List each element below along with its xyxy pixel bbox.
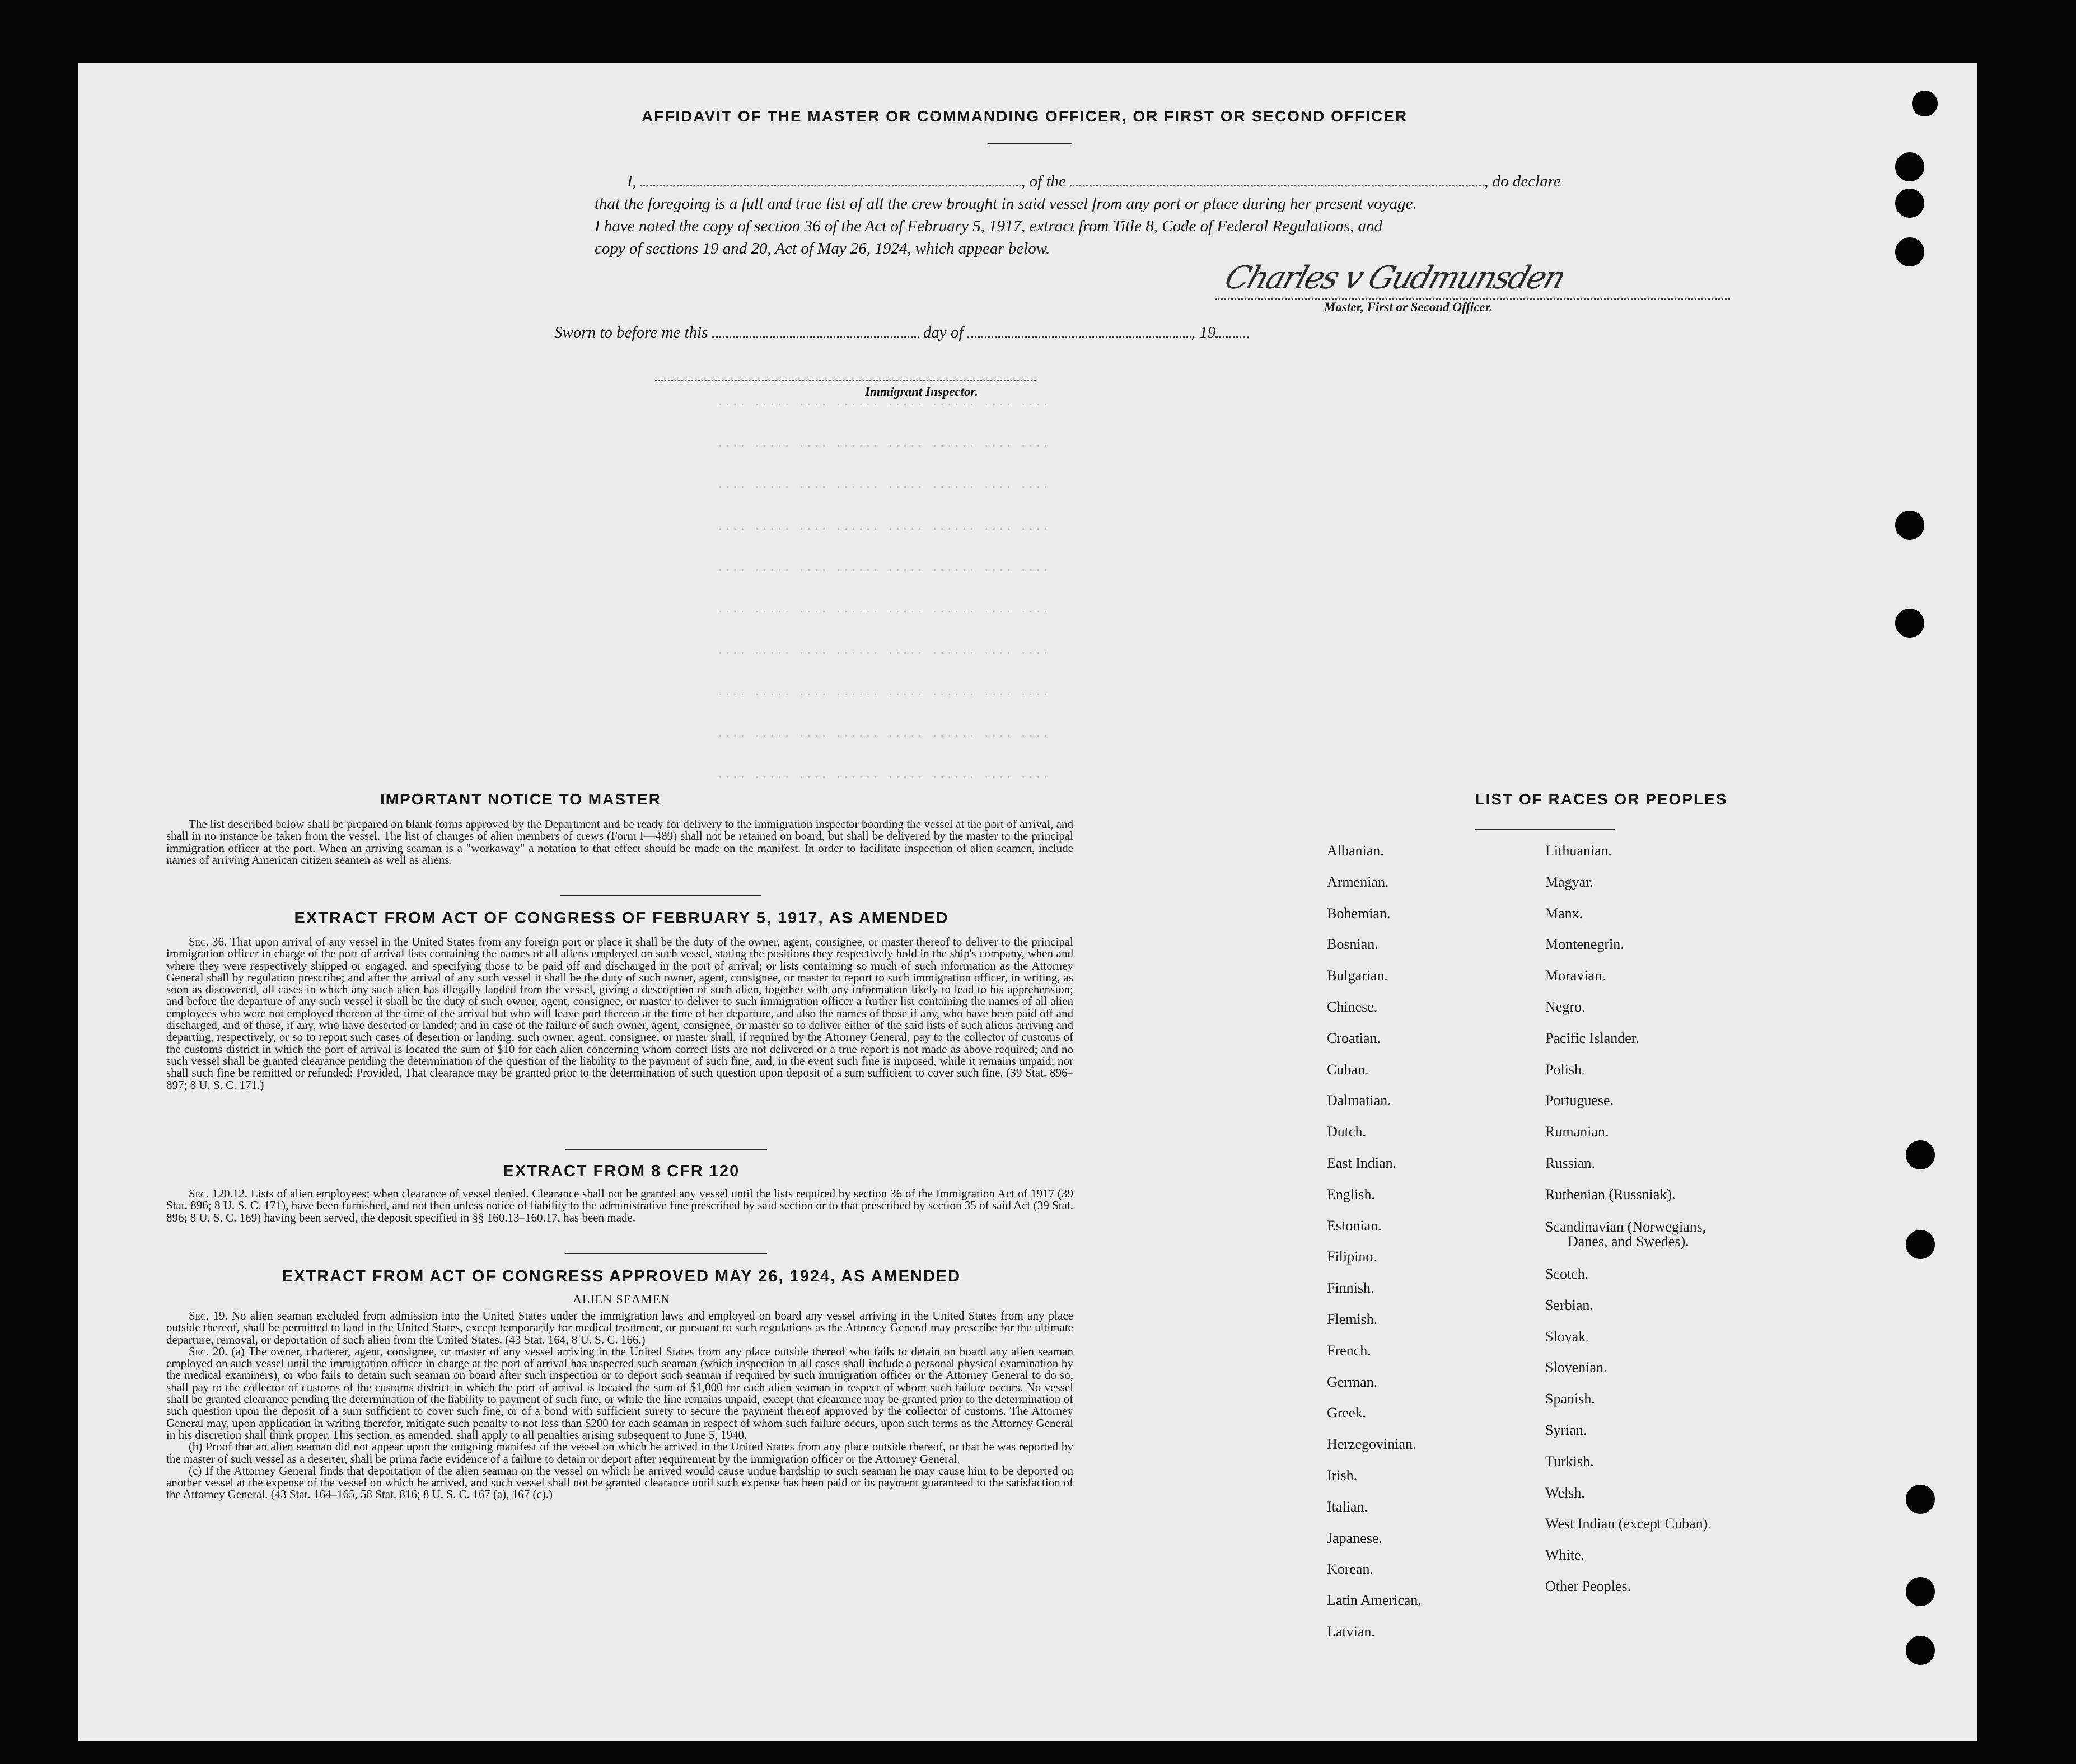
signature: Charles v Gudmunsden (1220, 260, 1569, 296)
race-item: Montenegrin. (1545, 936, 1624, 952)
affidavit-line-2: that the foregoing is a full and true list of all the crew brought in said vessel from any port or place during her present voyage. (595, 195, 1417, 213)
extract-1917-divider (565, 1149, 767, 1150)
section-20b-body: (b) Proof that an alien seaman did not appear upon the outgoing manifest of the vessel on which he arrived in the United States from any place outside thereof, or that he was reported by the master of such vessel as a deserter, shall be prima facie evidence of a failure to detain or deport after requirement by the immigration officer or the Attorney General. (166, 1440, 1073, 1466)
punch-hole (1906, 1140, 1935, 1169)
punch-hole (1906, 1636, 1935, 1665)
year-prefix: , 19 (1191, 324, 1216, 341)
i-label: I, (627, 172, 637, 190)
race-item: Pacific Islander. (1545, 1030, 1639, 1046)
race-item: Moravian. (1545, 967, 1606, 984)
race-item: Armenian. (1327, 874, 1389, 890)
year-blank[interactable] (1215, 336, 1249, 338)
race-item: Ruthenian (Russniak). (1545, 1186, 1676, 1202)
extract-1924-title: EXTRACT FROM ACT OF CONGRESS APPROVED MAY 26, 1924, AS AMENDED (282, 1267, 961, 1285)
extract-1917-text (166, 936, 1073, 1091)
race-item: Slovenian. (1545, 1359, 1607, 1375)
race-item: Chinese. (1327, 999, 1378, 1015)
race-item: Bulgarian. (1327, 967, 1388, 984)
punch-hole (1906, 1485, 1935, 1514)
name-blank[interactable] (640, 185, 1021, 186)
notice-title: IMPORTANT NOTICE TO MASTER (380, 790, 662, 808)
race-item: Portuguese. (1545, 1092, 1614, 1108)
race-item: English. (1327, 1186, 1375, 1202)
notice-text (166, 818, 1073, 866)
sworn-label: Sworn to before me this (554, 324, 708, 341)
day-of-label: day of (923, 324, 964, 341)
race-item: Scandinavian (Norwegians, (1545, 1219, 1706, 1235)
race-item: Dalmatian. (1327, 1092, 1391, 1108)
month-blank[interactable] (967, 336, 1191, 338)
race-item: Russian. (1545, 1155, 1595, 1171)
race-item: West Indian (except Cuban). (1545, 1515, 1712, 1532)
race-item-continuation: Danes, and Swedes). (1568, 1233, 1689, 1250)
affidavit-line-1 (627, 172, 1640, 191)
race-item: Filipino. (1327, 1248, 1377, 1265)
punch-hole (1895, 152, 1924, 181)
race-item: White. (1545, 1547, 1585, 1563)
section-20c-body: (c) If the Attorney General finds that deportation of the alien seaman on the vessel on which he arrived would cause undue hardship to such seaman he may cause him to be deported on another vessel at the expense of the vessel on which he arrived, and such vessel shall not be granted clearance until such expense has been paid or its payment guaranteed to the satisfaction of the Attorney General. (43 Stat. 164–165, 58 Stat. 816; 8 U. S. C. 167 (a), 167 (c).) (166, 1463, 1073, 1501)
signature-caption: Master, First or Second Officer. (1324, 300, 1493, 314)
sworn-line (554, 324, 1428, 342)
title-divider (988, 143, 1072, 144)
of-the-label: , of the (1021, 172, 1066, 190)
race-item: Italian. (1327, 1499, 1368, 1515)
race-item: Welsh. (1545, 1485, 1585, 1501)
race-item: Slovak. (1545, 1328, 1589, 1345)
section-19-body: No alien seaman excluded from admission into the United States under the immigration laws and employed on board any vessel arriving in the United States from any place outside thereof, shall be permitted to land in the United States, except temporarily for medical treatment, or pursuant to such regulations as the Attorney General may prescribe for the ultimate departure, removal, or deportation of such alien from the United States. (43 Stat. 164, 8 U. S. C. 166.) (166, 1309, 1074, 1346)
extract-8cfr-divider (565, 1253, 767, 1254)
race-item: Korean. (1327, 1561, 1374, 1577)
race-item: German. (1327, 1374, 1378, 1390)
section-36-label: Sec. 36. (189, 935, 227, 948)
document-page (78, 63, 1977, 1741)
do-declare-label: , do declare (1484, 172, 1561, 190)
affidavit-title: AFFIDAVIT OF THE MASTER OR COMMANDING OFFICER, OR FIRST OR SECOND OFFICER (641, 107, 1408, 125)
race-item: Lithuanian. (1545, 843, 1612, 859)
race-item: Finnish. (1327, 1280, 1374, 1296)
notice-paragraph: The list described below shall be prepared on blank forms approved by the Department and be ready for delivery to the immigration inspector boarding the vessel at the port of arrival, and shall in no instance be taken from the vessel. The list of changes of alien members of crews (Form I—489) shall not be retained on board, but shall be delivered by the master to the principal immigration officer at the port. When an arriving seaman is a "workaway" a notation to that effect should be made on the manifest. In order to facilitate inspection of alien seamen, include names of arriving American citizen seamen as well as aliens. (166, 817, 1073, 867)
race-item: Other Peoples. (1545, 1578, 1631, 1594)
punch-hole (1895, 609, 1924, 638)
inspector-caption: Immigrant Inspector. (865, 385, 978, 399)
section-19-label: Sec. 19. (189, 1309, 228, 1322)
race-item: Scotch. (1545, 1266, 1589, 1282)
race-item: Negro. (1545, 999, 1586, 1015)
race-item: Greek. (1327, 1405, 1367, 1421)
extract-1917-title: EXTRACT FROM ACT OF CONGRESS OF FEBRUARY 5, 1917, AS AMENDED (294, 909, 949, 927)
race-item: Herzegovinian. (1327, 1436, 1416, 1452)
alien-seamen-subtitle: ALIEN SEAMEN (573, 1292, 670, 1306)
race-item: Manx. (1545, 905, 1583, 921)
race-item: Croatian. (1327, 1030, 1381, 1046)
race-item: French. (1327, 1342, 1371, 1359)
extract-8cfr-title: EXTRACT FROM 8 CFR 120 (503, 1162, 740, 1180)
race-item: Cuban. (1327, 1061, 1369, 1078)
bleed-through: .... ..... .... ...... ..... ...... .... .... .... ..... .... ...... ..... ...... .... .... .... ..... .... ...... ..... ...... .... .... .... ..... .... ...... ..... ...... .... .... .... ..... .... ...... ..... ...... .... .... .... ..... .... ...... ..... ...... .... .... .... ..... .... ...... ..... ...... .... .... .... ..... .... ...... ..... ...... .... .... .... ..... .... ...... ..... ...... .... .... .... ..... .... ...... ..... ...... .... .... (717, 395, 1050, 782)
races-title: LIST OF RACES OR PEOPLES (1475, 790, 1728, 808)
race-item: Magyar. (1545, 874, 1593, 890)
affidavit-line-4: copy of sections 19 and 20, Act of May 26, 1924, which appear below. (595, 240, 1050, 258)
punch-hole (1895, 511, 1924, 540)
race-item: Latvian. (1327, 1623, 1375, 1640)
notice-divider (560, 895, 761, 896)
section-20a-body: (a) The owner, charterer, agent, consignee, or master of any vessel arriving in the United States from any place outside thereof who fails to detain on board any alien seaman employed on such vessel until the immigration officer in charge at the port of arrival has inspected such seaman (which inspection in all cases shall include a personal physical examination by the medical examiners), or who fails to detain such seaman on board after such inspection or to deport such seaman if required by such immigration officer or the Attorney General to do so, shall pay to the collector of customs of the customs district in which the port of arrival is located the sum of $1,000 for each alien seaman in respect of whom such failure occurs. No vessel shall be granted clearance pending the determination of the liability to payment of such fine, or while the fine remains unpaid, except that clearance may be granted prior to the determination of such question upon the deposit of a sum sufficient to cover such fine, or of a bond with sufficient surety to secure the payment thereof approved by the collector of customs. The Attorney General may, upon application in writing therefor, mitigate such penalty to not less than $200 for each seaman in respect of whom such failure occurs, upon such terms as the Attorney General in his discretion shall think proper. This section, as amended, shall apply to all penalties arising subsequent to June 5, 1940. (166, 1344, 1073, 1442)
extract-1924-text (166, 1310, 1073, 1501)
punch-hole (1912, 91, 1938, 116)
race-item: Serbian. (1545, 1297, 1593, 1313)
race-item: Syrian. (1545, 1422, 1587, 1438)
race-item: Flemish. (1327, 1311, 1378, 1327)
race-item: Dutch. (1327, 1124, 1367, 1140)
race-item: Spanish. (1545, 1391, 1595, 1407)
section-20-label: Sec. 20. (189, 1344, 228, 1358)
race-item: East Indian. (1327, 1155, 1397, 1171)
day-blank[interactable] (712, 336, 919, 338)
section-120-12-label: Sec. 120.12. (189, 1187, 247, 1200)
punch-hole (1895, 189, 1924, 218)
race-item: Rumanian. (1545, 1124, 1609, 1140)
extract-8cfr-text (166, 1188, 1073, 1224)
inspector-line (655, 380, 1036, 381)
affidavit-line-3: I have noted the copy of section 36 of the Act of February 5, 1917, extract from Title 8, Code of Federal Regulations, and (595, 217, 1383, 235)
race-item: Japanese. (1327, 1530, 1382, 1546)
race-item: Albanian. (1327, 843, 1384, 859)
race-item: Turkish. (1545, 1453, 1594, 1470)
race-item: Irish. (1327, 1467, 1358, 1484)
punch-hole (1906, 1230, 1935, 1259)
race-item: Bosnian. (1327, 936, 1378, 952)
races-divider (1475, 829, 1615, 830)
section-120-12-body: Lists of alien employees; when clearance of vessel denied. Clearance shall not be granted any vessel until the lists required by section 36 of the Immigration Act of 1917 (39 Stat. 896; 8 U. S. C. 171), have been furnished, and not then unless notice of liability to the administrative fine prescribed by said section or to that prescribed by section 35 of said Act (39 Stat. 896; 8 U. S. C. 169) having been served, the deposit specified in §§ 160.13–160.17, has been made. (166, 1187, 1073, 1224)
race-item: Bohemian. (1327, 905, 1391, 921)
vessel-blank[interactable] (1070, 185, 1484, 186)
race-item: Polish. (1545, 1061, 1586, 1078)
race-item: Estonian. (1327, 1218, 1382, 1234)
punch-hole (1906, 1577, 1935, 1606)
punch-hole (1895, 237, 1924, 266)
section-36-body: That upon arrival of any vessel in the United States from any foreign port or place it shall be the duty of the owner, agent, consignee, or master thereof to deliver to the principal immigration officer in charge of the port of arrival lists containing the names of all aliens employed on such vessel, stating the positions they respectively hold in the ship's company, when and where they were respectively shipped or engaged, and specifying those to be paid off and discharged in the port of arrival; or lists containing so much of such information as the Attorney General shall by regulation prescribe; and after the arrival of any such vessel it shall be the duty of such owner, agent, consignee, or master to report to such immigration officer, in writing, as soon as discovered, all cases in which any such alien has illegally landed from the vessel, giving a description of such alien, together with any information likely to lead to his apprehension; and before the departure of any such vessel it shall be the duty of such owner, agent, consignee, or master to deliver to such immigration officer a further list containing the names of all alien employees who were not employed thereon at the time of the arrival but who will leave port thereon at the time of her departure, and also the names of those if any, who have been paid off and discharged, and of those, if any, who have deserted or landed; and in case of the failure of such owner, agent, consignee, or master so to deliver either of the said lists of such aliens arriving and departing, respectively, or so to report such cases of desertion or landing, such owner, agent, consignee, or master shall, if required by the Attorney General, pay to the collector of customs of the customs district in which the port of arrival is located the sum of $10 for each alien concerning whom correct lists are not delivered or a true report is not made as above required; and no such vessel shall be granted clearance pending the determination of the question of the liability to the payment of such fine, and, in the event such fine is imposed, while it remains unpaid; nor shall such fine be remitted or refunded: Provided, That clearance may be granted prior to the determination of such question upon deposit of a sum sufficient to cover such fine. (39 Stat. 896–897; 8 U. S. C. 171.) (166, 935, 1073, 1092)
race-item: Latin American. (1327, 1592, 1422, 1608)
signature-line (1215, 298, 1730, 300)
